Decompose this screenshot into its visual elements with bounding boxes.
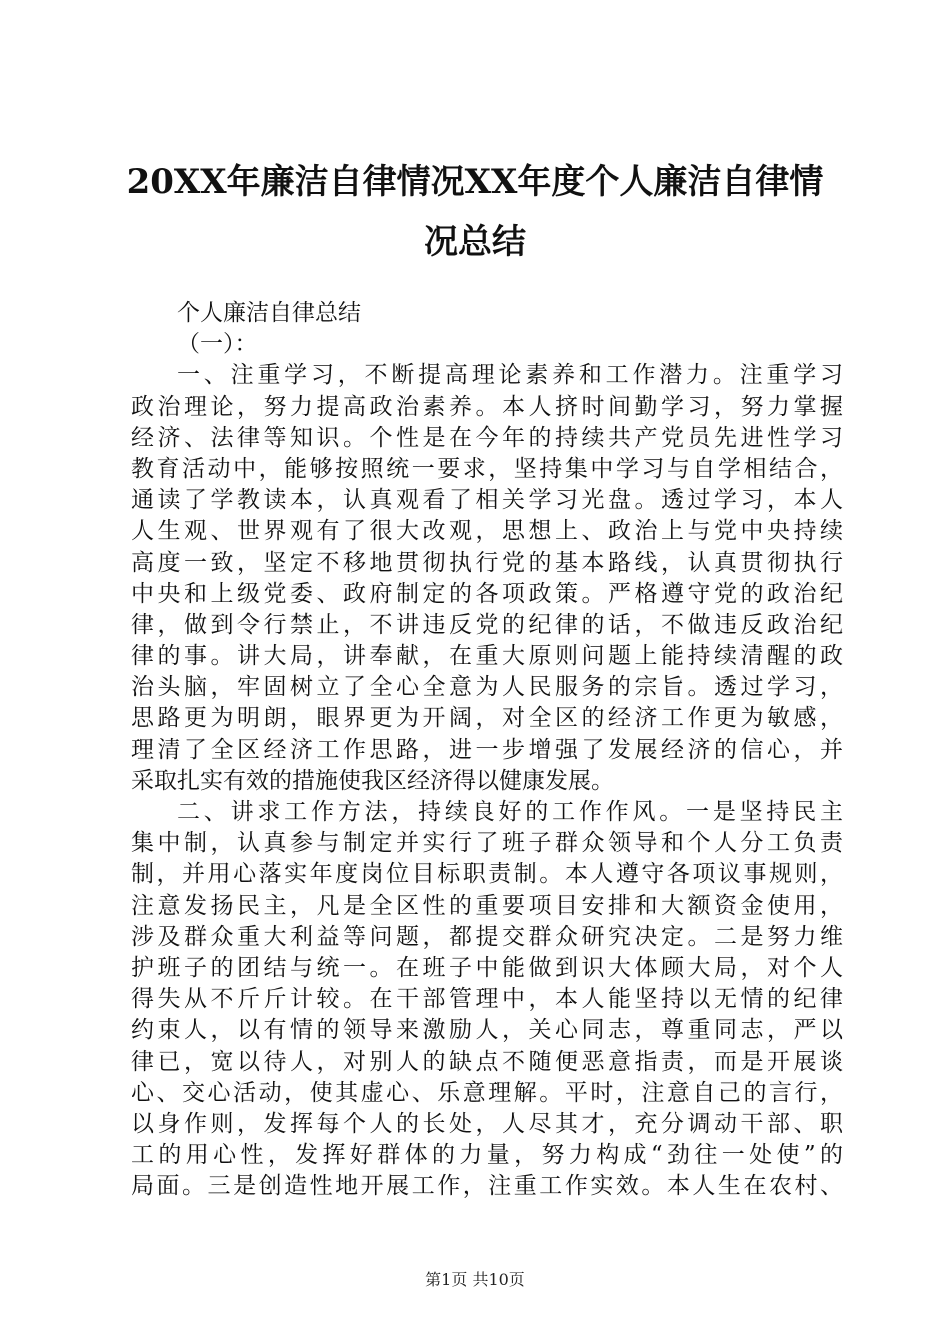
- body-line: 个人廉洁自律总结: [177, 300, 361, 326]
- body-line: 人生观、世界观有了很大改观，思想上、政治上与党中央持续: [131, 518, 843, 545]
- body-line: 集中制，认真参与制定并实行了班子群众领导和个人分工负责: [131, 830, 843, 857]
- body-line: 通读了学教读本，认真观看了相关学习光盘。透过学习，本人: [131, 487, 843, 514]
- body-line: 政治理论，努力提高政治素养。本人挤时间勤学习，努力掌握: [131, 393, 843, 420]
- body-line: 注意发扬民主，凡是全区性的重要项目安排和大额资金使用，: [131, 892, 843, 919]
- body-line: 律，做到令行禁止，不讲违反党的纪律的话，不做违反政治纪: [131, 611, 843, 638]
- body-line: 一、注重学习，不断提高理论素养和工作潜力。注重学习: [177, 362, 843, 389]
- body-line: 约束人，以有情的领导来激励人，关心同志，尊重同志，严以: [131, 1017, 843, 1044]
- body-line: 涉及群众重大利益等问题，都提交群众研究决定。二是努力维: [131, 923, 843, 950]
- body-line: 得失从不斤斤计较。在干部管理中，本人能坚持以无情的纪律: [131, 986, 843, 1013]
- body-line: 治头脑，牢固树立了全心全意为人民服务的宗旨。透过学习，: [131, 674, 843, 701]
- body-line: 中央和上级党委、政府制定的各项政策。严格遵守党的政治纪: [131, 580, 843, 607]
- body-line: 制，并用心落实年度岗位目标职责制。本人遵守各项议事规则，: [131, 861, 843, 888]
- document-body: [131, 298, 843, 1202]
- body-line: 律已，宽以待人，对别人的缺点不随便恶意指责，而是开展谈: [131, 1048, 843, 1075]
- body-line: 局面。三是创造性地开展工作，注重工作实效。本人生在农村、: [131, 1173, 843, 1200]
- body-line: 高度一致，坚定不移地贯彻执行党的基本路线，认真贯彻执行: [131, 549, 843, 576]
- body-line: 思路更为明朗，眼界更为开阔，对全区的经济工作更为敏感，: [131, 705, 843, 732]
- page-number-footer: 第1页 共10页: [425, 1270, 525, 1289]
- body-line: 经济、法律等知识。个性是在今年的持续共产党员先进性学习: [131, 424, 843, 451]
- body-line: 护班子的团结与统一。在班子中能做到识大体顾大局，对个人: [131, 954, 843, 981]
- document-title-line-2: 况总结: [424, 222, 526, 262]
- body-line: 理清了全区经济工作思路，进一步增强了发展经济的信心，并: [131, 736, 843, 763]
- body-line: 律的事。讲大局，讲奉献，在重大原则问题上能持续清醒的政: [131, 643, 843, 670]
- body-line: 以身作则，发挥每个人的长处，人尽其才，充分调动干部、职: [131, 1110, 843, 1137]
- body-line: 心、交心活动，使其虚心、乐意理解。平时，注意自己的言行，: [131, 1079, 843, 1106]
- body-line: 教育活动中，能够按照统一要求，坚持集中学习与自学相结合，: [131, 455, 843, 482]
- body-line: 采取扎实有效的措施使我区经济得以健康发展。: [131, 767, 614, 794]
- body-line: 二、讲求工作方法，持续良好的工作作风。一是坚持民主: [177, 799, 843, 825]
- body-line: 工的用心性，发挥好群体的力量，努力构成“劲往一处使”的: [131, 1142, 843, 1169]
- body-line: （一）：: [177, 331, 258, 358]
- document-title-line-1: 20XX年廉洁自律情况XX年度个人廉洁自律情: [126, 162, 824, 202]
